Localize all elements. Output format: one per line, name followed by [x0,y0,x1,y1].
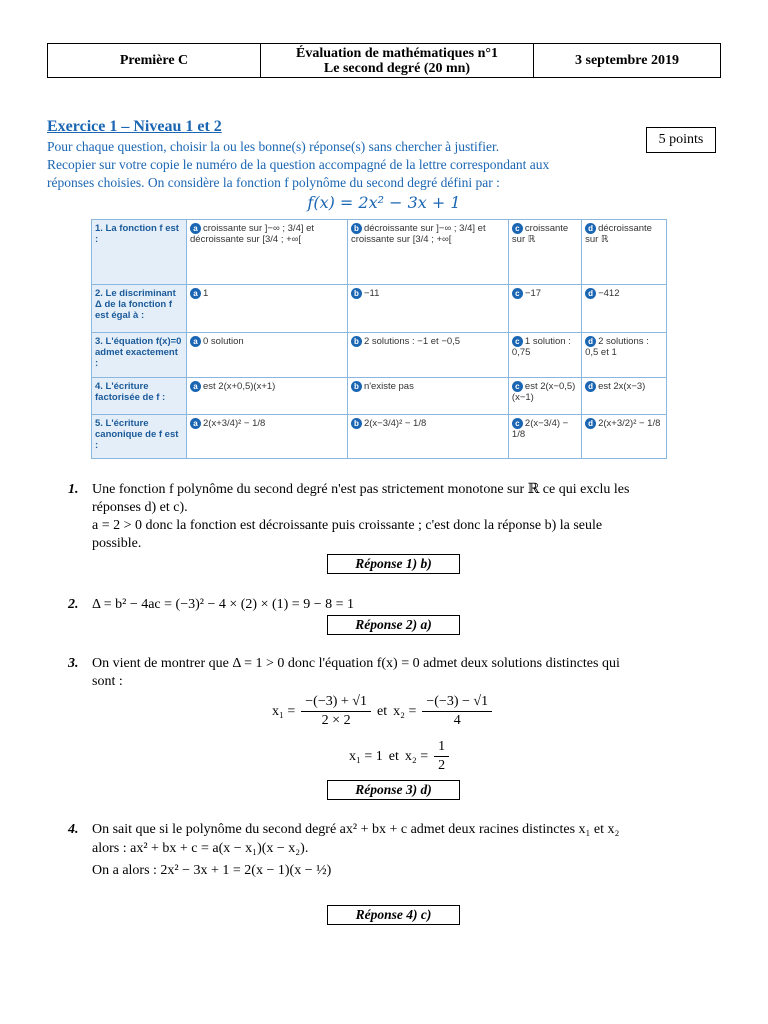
answer1-line4: possible. [92,536,142,551]
qcm-question: 5. L'écriture canonique de f est : [92,414,187,458]
function-definition: f(x) = 2x² − 3x + 1 [307,193,461,212]
qcm-answer-d: d −412 [582,284,667,332]
x1-denominator: 2 × 2 [321,713,351,728]
letter-b-icon: b [351,223,362,234]
roots-values [349,738,449,775]
qcm-row [92,220,667,285]
response-box-3: Réponse 3) d) [327,780,460,800]
qcm-answer-d: d 2(x+3/2)² − 1/8 [582,414,667,458]
letter-b-icon: b [351,288,362,299]
letter-d-icon: d [585,381,596,392]
qcm-answer-c: c −17 [508,284,581,332]
exercise-title: Exercice 1 – Niveau 1 et 2 [47,118,222,135]
x1-label: x₁ = [272,703,296,719]
qcm-answer-a: a est 2(x+0,5)(x+1) [187,378,348,414]
letter-b-icon: b [351,418,362,429]
x2-fraction [422,693,492,730]
x2-numerator: −(−3) − √1 [422,693,492,712]
response-box-1: Réponse 1) b) [327,554,460,574]
letter-c-icon: c [512,336,523,347]
letter-c-icon: c [512,418,523,429]
qcm-answer-c: c 1 solution : 0,75 [508,332,581,377]
item-number-1: 1. [68,482,79,497]
title-line2: Le second degré (20 mn) [323,60,471,76]
qcm-answer-b: b n'existe pas [347,378,508,414]
intro-line2: Recopier sur votre copie le numéro de la question accompagné de la lettre correspondant aux [47,157,550,172]
letter-a-icon: a [190,381,201,392]
points-box: 5 points [646,127,716,153]
letter-a-icon: a [190,336,201,347]
answer4-line1: On sait que si le polynôme du second degré ax² + bx + c admet deux racines distinctes x₁ et x₂ [92,822,620,837]
answer1-line3: a = 2 > 0 donc la fonction est décroissante puis croissante ; c'est donc la réponse b) la seule [92,518,603,533]
x1-numerator: −(−3) + √1 [301,693,371,712]
letter-a-icon: a [190,418,201,429]
answer4-line3: On a alors : 2x² − 3x + 1 = 2(x − 1)(x − ½) [92,863,332,878]
letter-c-icon: c [512,288,523,299]
qcm-question: 2. Le discriminant Δ de la fonction f est égal à : [92,284,187,332]
qcm-question: 1. La fonction f est : [92,220,187,285]
qcm-answer-b: b décroissante sur ]−∞ ; 3/4] et croissante sur [3/4 ; +∞[ [347,220,508,285]
answer3-line2: sont : [92,674,123,689]
header-table [47,43,721,78]
qcm-answer-a: a croissante sur ]−∞ ; 3/4] et décroissante sur [3/4 ; +∞[ [187,220,348,285]
letter-b-icon: b [351,336,362,347]
solution-x2-numerator: 1 [434,738,449,757]
qcm-answer-d: d est 2x(x−3) [582,378,667,414]
answer3-line1: On vient de montrer que Δ = 1 > 0 donc l'équation f(x) = 0 admet deux solutions distinctes qui [92,656,620,671]
solution-x2-label: x₂ = [404,748,429,764]
qcm-answer-d: d décroissante sur ℝ [582,220,667,285]
qcm-answer-b: b 2(x−3/4)² − 1/8 [347,414,508,458]
title-cell [261,44,534,77]
qcm-answer-a: a 1 [187,284,348,332]
x2-label: x₂ = [393,703,417,719]
solution-x2-fraction [434,738,449,775]
letter-a-icon: a [190,288,201,299]
qcm-answer-d: d 2 solutions : 0,5 et 1 [582,332,667,377]
and-word-2: et [388,748,399,764]
letter-d-icon: d [585,336,596,347]
qcm-table [91,219,667,459]
answer4-line2: alors : ax² + bx + c = a(x − x₁)(x − x₂). [92,841,309,856]
letter-d-icon: d [585,418,596,429]
qcm-question: 3. L'équation f(x)=0 admet exactement : [92,332,187,377]
letter-d-icon: d [585,223,596,234]
qcm-question: 4. L'écriture factorisée de f : [92,378,187,414]
letter-c-icon: c [512,381,523,392]
answer1-line2: réponses d) et c). [92,500,188,515]
title-line1: Évaluation de mathématiques n°1 [295,45,498,61]
qcm-answer-c: c 2(x−3/4) − 1/8 [508,414,581,458]
qcm-row [92,378,667,414]
class-cell: Première C [48,44,261,77]
roots-formula [272,693,492,730]
intro-line3: réponses choisies. On considère la fonction f polynôme du second degré défini par : [47,175,500,190]
qcm-answer-a: a 2(x+3/4)² − 1/8 [187,414,348,458]
x2-denominator: 4 [453,713,461,728]
answer2-line: Δ = b² − 4ac = (−3)² − 4 × (2) × (1) = 9 − 8 = 1 [92,597,354,612]
qcm-row [92,414,667,458]
x1-fraction [301,693,371,730]
date-cell: 3 septembre 2019 [575,53,679,68]
qcm-answer-a: a 0 solution [187,332,348,377]
item-number-4: 4. [68,822,79,837]
response-box-4: Réponse 4) c) [327,905,460,925]
qcm-answer-c: c est 2(x−0,5)(x−1) [508,378,581,414]
intro-line1: Pour chaque question, choisir la ou les bonne(s) réponse(s) sans chercher à justifier. [47,139,500,154]
item-number-2: 2. [68,597,79,612]
letter-a-icon: a [190,223,201,234]
and-word: et [376,703,388,719]
letter-b-icon: b [351,381,362,392]
qcm-answer-c: c croissante sur ℝ [508,220,581,285]
item-number-3: 3. [68,656,79,671]
qcm-answer-b: b −11 [347,284,508,332]
qcm-row [92,332,667,377]
letter-c-icon: c [512,223,523,234]
solution-x1: x₁ = 1 [349,748,383,764]
qcm-row [92,284,667,332]
solution-x2-denominator: 2 [438,758,446,773]
qcm-answer-b: b 2 solutions : −1 et −0,5 [347,332,508,377]
letter-d-icon: d [585,288,596,299]
answer1-line1: Une fonction f polynôme du second degré n'est pas strictement monotone sur ℝ ce qui exclu les [92,482,630,497]
response-box-2: Réponse 2) a) [327,615,460,635]
